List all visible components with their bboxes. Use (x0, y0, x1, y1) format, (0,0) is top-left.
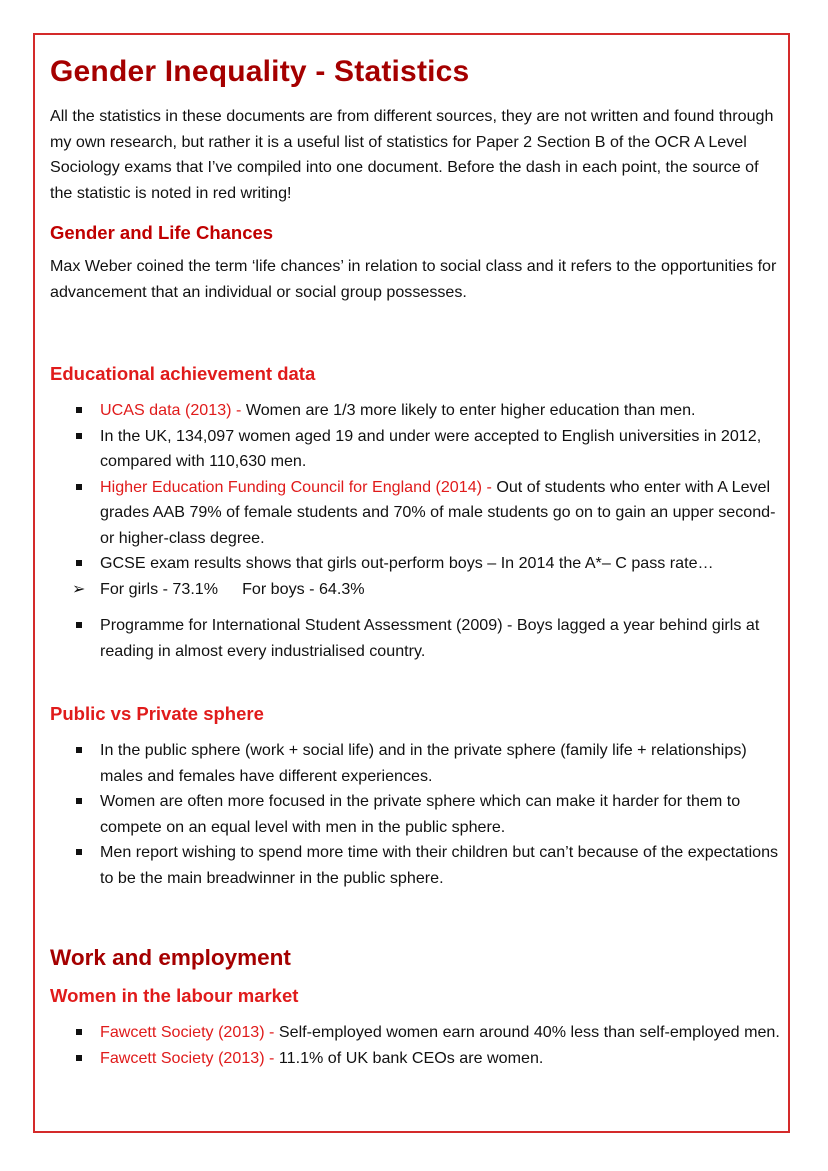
list-item (50, 613, 785, 664)
work-heading: Work and employment (50, 945, 291, 970)
list-item (50, 398, 785, 424)
source-label: Higher Education Funding Council for England (2014) - (100, 477, 497, 496)
list-item (50, 840, 785, 891)
bullet-icon (76, 1055, 82, 1061)
list-item (50, 475, 785, 552)
bullet-icon (76, 1029, 82, 1035)
girls-pass-rate: For girls - 73.1% (100, 579, 219, 598)
list-item (50, 424, 785, 475)
labour-list (50, 1020, 785, 1071)
item-text: In the UK, 134,097 women aged 19 and under were accepted to English universities in 2012, compared with 110,630 men. (100, 426, 762, 470)
arrow-bullet-icon: ➢ (72, 580, 86, 598)
life-chances-text: Max Weber coined the term ‘life chances’ in relation to social class and it refers to the opportunities for advancement that an individual or social group possesses. (50, 257, 777, 301)
intro-paragraph: All the statistics in these documents are from different sources, they are not written and found through my own research, but rather it is a useful list of statistics for Paper 2 Section B of the OCR A Level Sociology exams that I’ve compiled into one document. Before the dash in each point, the source of the statistic is noted in red writing! (50, 107, 774, 202)
list-item (50, 577, 785, 603)
page-title: Gender Inequality - Statistics (50, 55, 470, 88)
item-text: Women are 1/3 more likely to enter higher education than men. (245, 401, 696, 419)
item-text: Self-employed women earn around 40% less than self-employed men. (278, 1023, 780, 1041)
item-text: Men report wishing to spend more time with their children but can’t because of the expectations to be the main breadwinner in the public sphere. (100, 843, 779, 887)
list-item (50, 789, 785, 840)
bullet-icon (76, 798, 82, 804)
list-item (50, 551, 785, 577)
list-item (50, 738, 785, 789)
source-label: Fawcett Society (2013) - (100, 1023, 279, 1041)
list-item (50, 1046, 785, 1072)
bullet-icon (76, 849, 82, 855)
sphere-heading: Public vs Private sphere (50, 703, 264, 724)
source-label: Fawcett Society (2013) - (100, 1048, 279, 1067)
document-body (50, 52, 785, 1071)
item-text: 11.1% of UK bank CEOs are women. (278, 1048, 544, 1067)
item-text: Women are often more focused in the private sphere which can make it harder for them to compete on an equal level with men in the public sphere. (100, 792, 741, 836)
labour-market-heading: Women in the labour market (50, 985, 299, 1006)
education-list (50, 398, 785, 664)
list-item (50, 1020, 785, 1046)
item-text: GCSE exam results shows that girls out-perform boys – In 2014 the A*– C pass rate… (100, 554, 714, 572)
education-heading: Educational achievement data (50, 363, 316, 384)
source-label: UCAS data (2013) - (100, 401, 246, 419)
item-text: In the public sphere (work + social life) and in the private sphere (family life + relationships) males and females have different experiences. (100, 741, 747, 785)
bullet-icon (76, 407, 82, 413)
life-chances-heading: Gender and Life Chances (50, 222, 274, 243)
item-text: Programme for International Student Assessment (2009) - Boys lagged a year behind girls at reading in almost every industrialised country. (100, 616, 760, 660)
bullet-icon (76, 622, 82, 628)
item-text: Out of students who enter with A Level grades AAB 79% of female students and 70% of male students go on to gain an upper second- or higher-class degree. (100, 477, 776, 547)
bullet-icon (76, 560, 82, 566)
bullet-icon (76, 747, 82, 753)
boys-pass-rate: For boys - 64.3% (242, 579, 365, 598)
bullet-icon (76, 484, 82, 490)
bullet-icon (76, 433, 82, 439)
sphere-list (50, 738, 785, 891)
